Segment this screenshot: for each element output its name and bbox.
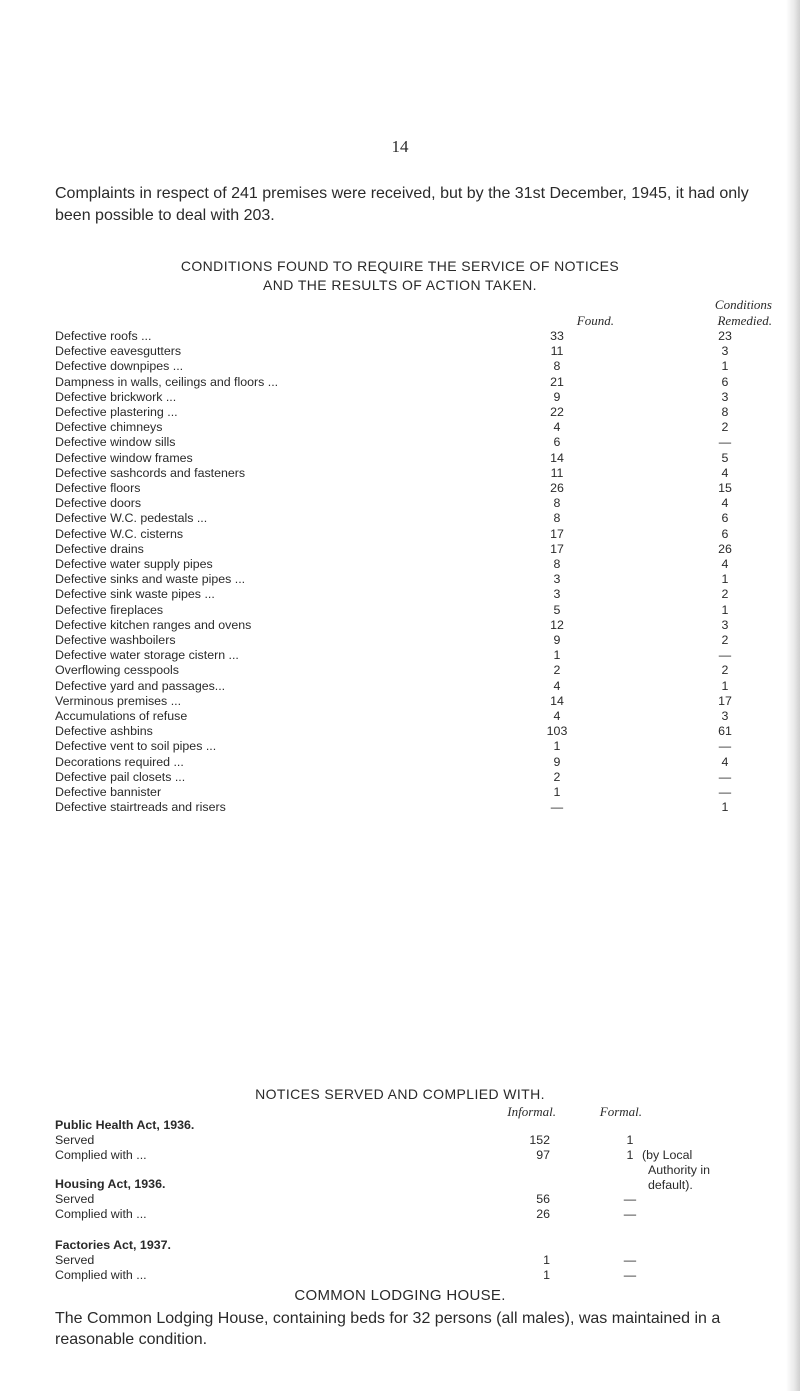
page-number: 14: [391, 137, 409, 156]
notices-informal-value: 97: [536, 1148, 550, 1162]
condition-remedied: 1: [721, 359, 729, 374]
notices-section-title: Factories Act, 1937.: [55, 1238, 171, 1252]
condition-found: 11: [550, 465, 564, 480]
notices-row-label: Served: [55, 1192, 95, 1206]
notices-row-label: Served: [55, 1253, 95, 1267]
notices-formal-value: —: [623, 1253, 637, 1267]
condition-row: [55, 359, 770, 374]
condition-remedied: 8: [721, 405, 729, 419]
condition-label: Verminous premises ...: [55, 693, 182, 708]
col-remedied-line2: Remedied.: [717, 313, 772, 328]
condition-row: [55, 618, 770, 633]
condition-label: Accumulations of refuse: [55, 709, 188, 723]
condition-row: [55, 344, 770, 359]
notices-formal-value: 1: [626, 1133, 634, 1147]
condition-remedied: 6: [721, 511, 729, 526]
condition-found: 22: [550, 405, 564, 419]
condition-row: [55, 542, 770, 557]
condition-remedied: —: [718, 785, 732, 799]
formal-note-line2: Authority in: [648, 1163, 710, 1177]
condition-label: Defective water supply pipes: [55, 557, 213, 571]
condition-label: Defective stairtreads and risers: [55, 800, 226, 815]
notices-section-title: Housing Act, 1936.: [55, 1177, 166, 1191]
condition-label: Defective chimneys: [55, 420, 163, 435]
condition-label: Defective fireplaces: [55, 602, 164, 617]
condition-remedied: 1: [721, 572, 729, 587]
condition-found: 1: [553, 739, 561, 754]
condition-row: [55, 329, 770, 344]
condition-label: Defective window sills: [55, 435, 176, 450]
condition-row: [55, 511, 770, 526]
condition-found: 4: [553, 678, 561, 693]
condition-found: 8: [553, 511, 561, 526]
condition-row: [55, 375, 770, 390]
condition-label: Overflowing cesspools: [55, 663, 179, 678]
condition-found: 4: [553, 420, 561, 435]
condition-found: 26: [550, 481, 564, 495]
conditions-heading-line2: AND THE RESULTS OF ACTION TAKEN.: [263, 277, 537, 293]
condition-remedied: 26: [718, 541, 732, 556]
lodging-heading: COMMON LODGING HOUSE.: [294, 1287, 506, 1304]
condition-found: 9: [553, 633, 561, 647]
condition-found: 14: [550, 693, 564, 708]
condition-remedied: 1: [721, 800, 729, 815]
condition-label: Defective vent to soil pipes ...: [55, 739, 217, 754]
notices-row-label: Complied with ...: [55, 1268, 147, 1282]
condition-found: 14: [550, 450, 564, 465]
condition-row: [55, 527, 770, 542]
condition-found: 3: [553, 572, 561, 587]
page-edge-shadow: [786, 0, 800, 1391]
condition-remedied: 4: [721, 496, 729, 511]
condition-found: —: [550, 800, 564, 815]
condition-row: [55, 755, 770, 770]
condition-row: [55, 572, 770, 587]
condition-remedied: 4: [721, 557, 729, 571]
condition-remedied: 6: [721, 526, 729, 541]
condition-found: 5: [553, 602, 561, 617]
condition-remedied: 3: [721, 389, 729, 404]
condition-row: [55, 405, 770, 420]
condition-row: [55, 557, 770, 572]
condition-row: [55, 648, 770, 663]
condition-label: Defective kitchen ranges and ovens: [55, 617, 252, 632]
condition-row: [55, 800, 770, 815]
condition-label: Defective washboilers: [55, 633, 176, 647]
condition-remedied: 3: [721, 709, 729, 723]
condition-remedied: 23: [718, 329, 732, 343]
condition-remedied: 1: [721, 678, 729, 693]
condition-label: Defective water storage cistern ...: [55, 648, 239, 663]
condition-row: [55, 785, 770, 800]
condition-row: [55, 496, 770, 511]
condition-found: 4: [553, 709, 561, 723]
condition-row: [55, 709, 770, 724]
condition-found: 21: [550, 374, 564, 389]
condition-label: Decorations required ...: [55, 754, 184, 769]
notices-informal-value: 1: [543, 1253, 550, 1267]
condition-label: Defective downpipes ...: [55, 359, 184, 374]
condition-remedied: 3: [721, 344, 729, 359]
condition-found: 1: [553, 785, 561, 799]
condition-row: [55, 435, 770, 450]
condition-row: [55, 420, 770, 435]
condition-remedied: 2: [721, 420, 729, 435]
condition-label: Defective brickwork ...: [55, 389, 177, 404]
condition-remedied: 5: [721, 450, 729, 465]
notices-row-label: Complied with ...: [55, 1207, 147, 1221]
formal-note-line3: default).: [648, 1178, 693, 1192]
condition-row: [55, 663, 770, 678]
condition-label: Defective W.C. pedestals ...: [55, 511, 208, 526]
condition-label: Defective floors: [55, 481, 141, 495]
notices-section-title: Public Health Act, 1936.: [55, 1118, 195, 1132]
condition-remedied: 1: [721, 602, 729, 617]
condition-found: 9: [553, 389, 561, 404]
notices-formal-value: —: [623, 1192, 637, 1206]
col-remedied-line1: Conditions: [714, 297, 772, 312]
notices-informal-value: 56: [536, 1192, 550, 1206]
notices-formal-value: —: [623, 1207, 637, 1221]
condition-row: [55, 679, 770, 694]
condition-remedied: 4: [721, 465, 729, 480]
condition-remedied: 61: [718, 724, 732, 739]
condition-remedied: 17: [718, 693, 732, 708]
notices-row-label: Served: [55, 1133, 95, 1147]
condition-remedied: 2: [721, 587, 729, 602]
condition-remedied: 2: [721, 633, 729, 647]
notices-row-label: Complied with ...: [55, 1148, 147, 1162]
condition-label: Defective drains: [55, 541, 144, 556]
condition-row: [55, 724, 770, 739]
col-formal: Formal.: [599, 1104, 642, 1119]
conditions-heading-line1: CONDITIONS FOUND TO REQUIRE THE SERVICE OF NOTICES: [180, 258, 620, 274]
condition-remedied: 4: [721, 754, 729, 769]
condition-remedied: —: [718, 648, 732, 663]
condition-label: Defective sashcords and fasteners: [55, 465, 246, 480]
condition-remedied: 15: [718, 481, 732, 495]
condition-label: Defective window frames: [55, 450, 193, 465]
condition-remedied: —: [718, 739, 732, 754]
condition-remedied: —: [718, 769, 732, 784]
condition-row: [55, 587, 770, 602]
condition-found: 33: [550, 329, 564, 343]
condition-label: Defective eavesgutters: [55, 344, 182, 359]
condition-found: 6: [553, 435, 561, 450]
condition-found: 8: [553, 496, 561, 511]
condition-row: [55, 451, 770, 466]
notices-informal-value: 152: [529, 1133, 550, 1147]
condition-row: [55, 694, 770, 709]
condition-row: [55, 466, 770, 481]
notices-informal-value: 1: [543, 1268, 550, 1282]
condition-row: [55, 739, 770, 754]
condition-found: 2: [553, 663, 561, 678]
condition-found: 17: [550, 541, 564, 556]
notices-heading: NOTICES SERVED AND COMPLIED WITH.: [255, 1086, 545, 1102]
condition-found: 11: [550, 344, 564, 359]
condition-found: 1: [553, 648, 561, 663]
condition-remedied: 3: [721, 617, 729, 632]
intro-paragraph: [55, 183, 775, 227]
condition-label: Defective pail closets ...: [55, 769, 186, 784]
notices-formal-value: 1: [626, 1148, 634, 1162]
notices-informal-value: 26: [536, 1207, 550, 1221]
condition-row: [55, 390, 770, 405]
condition-found: 103: [546, 724, 568, 739]
condition-label: Defective sink waste pipes ...: [55, 587, 215, 602]
condition-label: Defective W.C. cisterns: [55, 526, 184, 541]
condition-found: 2: [553, 769, 561, 784]
condition-label: Defective plastering ...: [55, 405, 178, 419]
condition-label: Defective doors: [55, 496, 142, 511]
condition-label: Defective bannister: [55, 785, 162, 799]
condition-remedied: —: [718, 435, 732, 450]
condition-found: 17: [550, 526, 564, 541]
condition-label: Defective sinks and waste pipes ...: [55, 572, 246, 587]
condition-row: [55, 770, 770, 785]
condition-found: 12: [550, 617, 564, 632]
condition-remedied: 6: [721, 374, 729, 389]
condition-label: Defective ashbins: [55, 724, 153, 739]
condition-label: Defective roofs ...: [55, 329, 152, 343]
intro-text: Complaints in respect of 241 premises were received, but by the 31st December, 1945, it had only been possible to deal with 203.: [55, 185, 749, 224]
condition-label: Defective yard and passages...: [55, 678, 226, 693]
condition-remedied: 2: [721, 663, 729, 678]
notices-formal-value: —: [623, 1268, 637, 1282]
condition-found: 8: [553, 557, 561, 571]
condition-found: 8: [553, 359, 561, 374]
col-informal: Informal.: [507, 1104, 556, 1119]
condition-row: [55, 633, 770, 648]
lodging-paragraph: [55, 1308, 775, 1350]
formal-note-line1: (by Local: [642, 1148, 693, 1162]
condition-found: 3: [553, 587, 561, 602]
condition-row: [55, 603, 770, 618]
condition-label: Dampness in walls, ceilings and floors ...: [55, 374, 279, 389]
col-found: Found.: [576, 313, 614, 328]
condition-row: [55, 481, 770, 496]
condition-found: 9: [553, 754, 561, 769]
lodging-text: The Common Lodging House, containing beds for 32 persons (all males), was maintained in a reasonable condition.: [55, 1310, 721, 1348]
